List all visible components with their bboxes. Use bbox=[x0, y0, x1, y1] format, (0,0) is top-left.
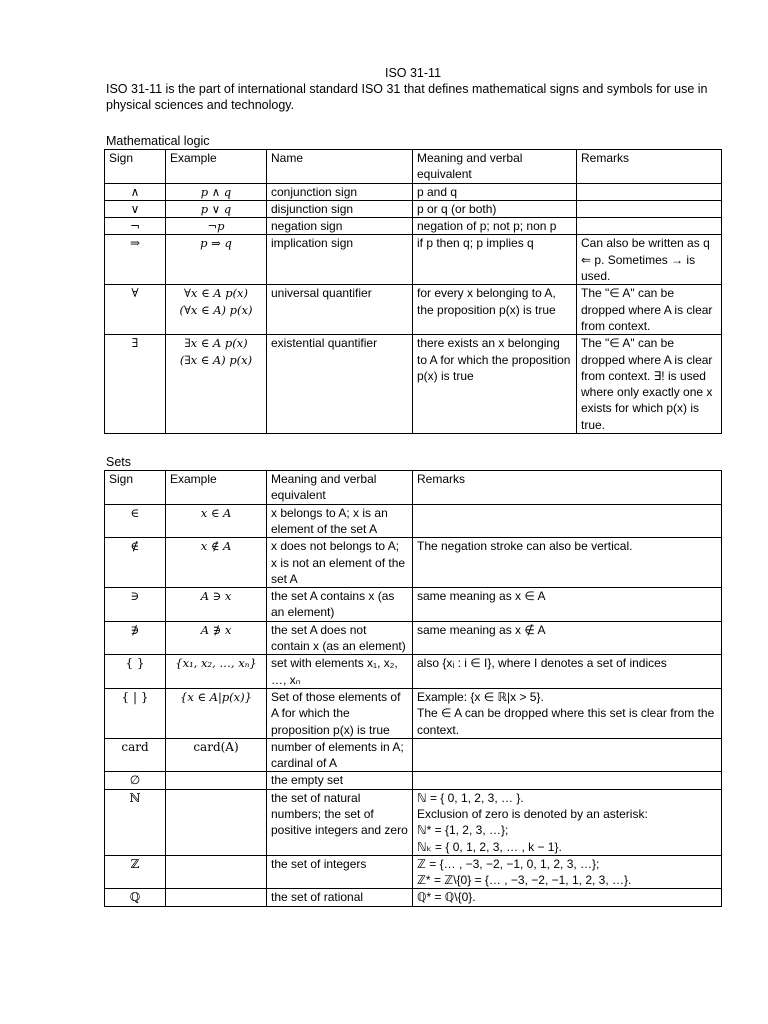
table-row bbox=[105, 772, 722, 789]
header-cell: Example bbox=[166, 150, 267, 184]
page-title: ISO 31-11 bbox=[384, 66, 442, 80]
header-cell: Meaning and verbal equivalent bbox=[413, 150, 577, 184]
table-row bbox=[105, 855, 722, 889]
table-row bbox=[105, 621, 722, 655]
meaning-cell: for every x belonging to A, the proposition p(x) is true bbox=[413, 285, 577, 335]
sign-cell: ∌ bbox=[105, 621, 166, 655]
table-row bbox=[105, 738, 722, 772]
logic-heading: Mathematical logic bbox=[106, 134, 210, 148]
remarks-cell bbox=[413, 688, 722, 738]
table-row bbox=[105, 588, 722, 622]
sign-cell: ¬ bbox=[105, 218, 166, 235]
example-cell: x ∉ A bbox=[166, 538, 267, 588]
remarks-line: ℕ* = {1, 2, 3, …}; bbox=[417, 823, 509, 838]
sign-cell: ∧ bbox=[105, 183, 166, 200]
remarks-cell: ℚ* = ℚ\{0}. bbox=[413, 889, 722, 906]
table-row bbox=[105, 218, 722, 235]
intro-paragraph: ISO 31-11 is the part of international standard ISO 31 that defines mathematical signs and symbols for use in physical sciences and technology. bbox=[106, 82, 708, 112]
example-line: ∀x ∈ A p(x) bbox=[183, 286, 249, 301]
sets-heading: Sets bbox=[106, 455, 132, 470]
table-row bbox=[105, 688, 722, 738]
example-cell bbox=[166, 855, 267, 889]
name-cell: implication sign bbox=[267, 235, 413, 285]
name-cell: disjunction sign bbox=[267, 200, 413, 217]
remarks-cell: Can also be written as q ⇐ p. Sometimes → is used. bbox=[577, 235, 722, 285]
example-cell: A ∌ x bbox=[166, 621, 267, 655]
example-cell bbox=[166, 335, 267, 434]
sign-cell: ℕ bbox=[105, 789, 166, 855]
remarks-line: The ∈ A can be dropped where this set is clear from the context. bbox=[417, 706, 715, 737]
header-cell: Example bbox=[166, 471, 267, 505]
example-line: (∀x ∈ A) p(x) bbox=[179, 302, 253, 317]
remarks-cell bbox=[577, 183, 722, 200]
example-cell bbox=[166, 789, 267, 855]
name-cell: negation sign bbox=[267, 218, 413, 235]
sign-cell: ℚ bbox=[105, 889, 166, 906]
header-cell: Sign bbox=[105, 150, 166, 184]
remarks-cell bbox=[413, 504, 722, 538]
example-line: (∃x ∈ A) p(x) bbox=[179, 352, 253, 367]
sign-cell: ⇒ bbox=[105, 235, 166, 285]
meaning-cell: x belongs to A; x is an element of the set A bbox=[267, 504, 413, 538]
example-cell: {x₁, x₂, …, xₙ} bbox=[166, 655, 267, 689]
remarks-line: ℤ* = ℤ\{0} = {… , −3, −2, −1, 1, 2, 3, …}. bbox=[417, 873, 632, 888]
sign-cell: ∅ bbox=[105, 772, 166, 789]
table-header-row bbox=[105, 150, 722, 184]
remarks-cell bbox=[413, 738, 722, 772]
remarks-cell: The negation stroke can also be vertical. bbox=[413, 538, 722, 588]
header-cell: Meaning and verbal equivalent bbox=[267, 471, 413, 505]
example-cell: p ∨ q bbox=[166, 200, 267, 217]
remarks-cell: The "∈ A" can be dropped where A is clear from context. bbox=[577, 285, 722, 335]
meaning-cell: the set A contains x (as an element) bbox=[267, 588, 413, 622]
name-cell: existential quantifier bbox=[267, 335, 413, 434]
remarks-cell bbox=[577, 218, 722, 235]
remarks-line: Exclusion of zero is denoted by an asterisk: bbox=[417, 806, 648, 821]
example-cell: x ∈ A bbox=[166, 504, 267, 538]
example-cell: p ⇒ q bbox=[166, 235, 267, 285]
sign-cell: ∉ bbox=[105, 538, 166, 588]
example-cell: p ∧ q bbox=[166, 183, 267, 200]
meaning-cell: if p then q; p implies q bbox=[413, 235, 577, 285]
table-row bbox=[105, 235, 722, 285]
sign-cell: ∨ bbox=[105, 200, 166, 217]
table-row bbox=[105, 655, 722, 689]
table-row bbox=[105, 200, 722, 217]
table-row bbox=[105, 183, 722, 200]
meaning-cell: the empty set bbox=[267, 772, 413, 789]
table-header-row bbox=[105, 471, 722, 505]
meaning-cell: Set of those elements of A for which the proposition p(x) is true bbox=[267, 688, 413, 738]
name-cell: universal quantifier bbox=[267, 285, 413, 335]
name-cell: conjunction sign bbox=[267, 183, 413, 200]
table-row bbox=[105, 285, 722, 335]
remarks-cell bbox=[413, 855, 722, 889]
example-cell: card(A) bbox=[166, 738, 267, 772]
sign-cell: ∈ bbox=[105, 504, 166, 538]
remarks-cell bbox=[577, 200, 722, 217]
meaning-cell: x does not belongs to A; x is not an element of the set A bbox=[267, 538, 413, 588]
header-cell: Remarks bbox=[577, 150, 722, 184]
remarks-line: ℕ = { 0, 1, 2, 3, … }. bbox=[417, 790, 524, 805]
example-cell bbox=[166, 285, 267, 335]
logic-table bbox=[104, 149, 722, 434]
sign-cell: ∋ bbox=[105, 588, 166, 622]
sets-table bbox=[104, 470, 722, 907]
remarks-cell: same meaning as x ∉ A bbox=[413, 621, 722, 655]
sign-cell: { | } bbox=[105, 688, 166, 738]
meaning-cell: the set of rational bbox=[267, 889, 413, 906]
meaning-cell: the set A does not contain x (as an element) bbox=[267, 621, 413, 655]
sign-cell: ∃ bbox=[105, 335, 166, 434]
table-row bbox=[105, 504, 722, 538]
table-row bbox=[105, 789, 722, 855]
meaning-cell: set with elements x₁, x₂, …, xₙ bbox=[267, 655, 413, 689]
example-cell: {x ∈ A|p(x)} bbox=[166, 688, 267, 738]
meaning-cell: the set of natural numbers; the set of positive integers and zero bbox=[267, 789, 413, 855]
header-cell: Sign bbox=[105, 471, 166, 505]
sign-cell: { } bbox=[105, 655, 166, 689]
table-row bbox=[105, 538, 722, 588]
document-page bbox=[104, 66, 722, 907]
meaning-cell: number of elements in A; cardinal of A bbox=[267, 738, 413, 772]
remarks-line: Example: {x ∈ ℝ|x > 5}. bbox=[417, 689, 544, 704]
remarks-cell: The "∈ A" can be dropped where A is clear from context. ∃! is used where only exactly one x exists for which p(x) is true. bbox=[577, 335, 722, 434]
header-cell: Name bbox=[267, 150, 413, 184]
sign-cell: ℤ bbox=[105, 855, 166, 889]
remarks-cell bbox=[413, 772, 722, 789]
meaning-cell: the set of integers bbox=[267, 855, 413, 889]
meaning-cell: p or q (or both) bbox=[413, 200, 577, 217]
example-cell: ¬p bbox=[166, 218, 267, 235]
example-cell bbox=[166, 889, 267, 906]
remarks-line: ℤ = {… , −3, −2, −1, 0, 1, 2, 3, …}; bbox=[417, 856, 600, 871]
meaning-cell: negation of p; not p; non p bbox=[413, 218, 577, 235]
header-cell: Remarks bbox=[413, 471, 722, 505]
remarks-cell: also {xᵢ : i ∈ I}, where I denotes a set of indices bbox=[413, 655, 722, 689]
example-cell bbox=[166, 772, 267, 789]
table-row bbox=[105, 889, 722, 906]
table-row bbox=[105, 335, 722, 434]
meaning-cell: there exists an x belonging to A for which the proposition p(x) is true bbox=[413, 335, 577, 434]
example-line: ∃x ∈ A p(x) bbox=[184, 336, 248, 351]
remarks-cell bbox=[413, 789, 722, 855]
sign-cell: ∀ bbox=[105, 285, 166, 335]
remarks-line: ℕₖ = { 0, 1, 2, 3, … , k − 1}. bbox=[417, 839, 562, 854]
remarks-cell: same meaning as x ∈ A bbox=[413, 588, 722, 622]
example-cell: A ∋ x bbox=[166, 588, 267, 622]
meaning-cell: p and q bbox=[413, 183, 577, 200]
sign-cell: card bbox=[105, 738, 166, 772]
